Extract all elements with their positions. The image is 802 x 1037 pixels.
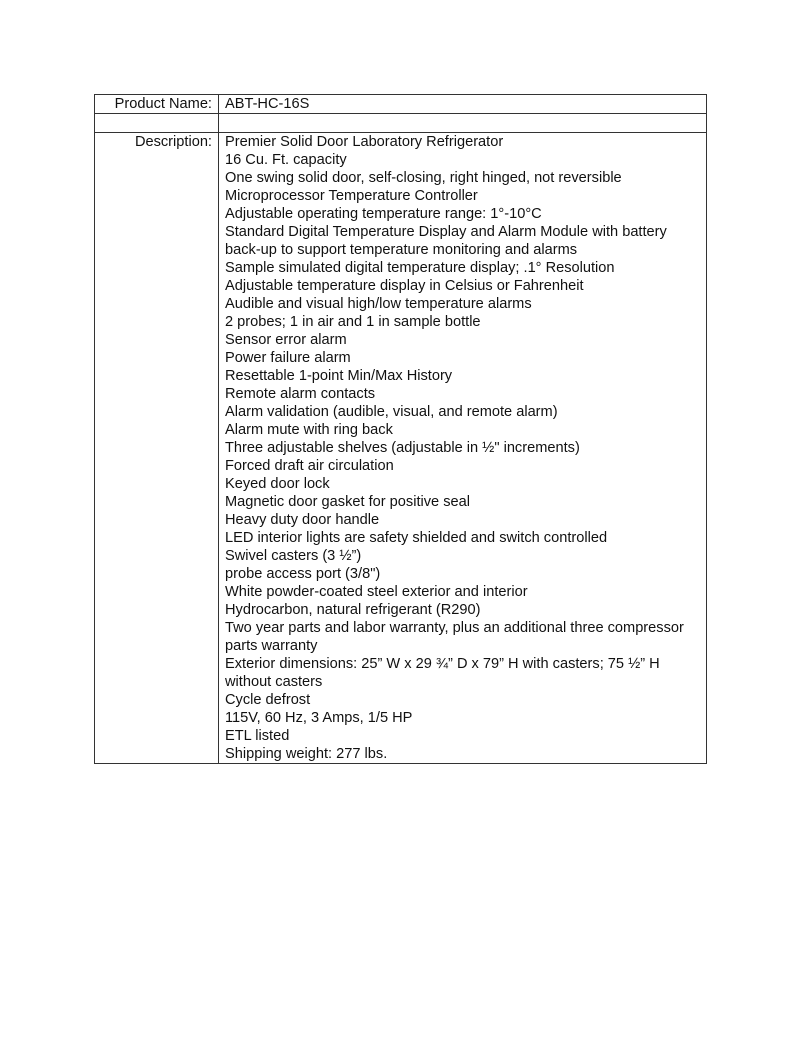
description-line: 115V, 60 Hz, 3 Amps, 1/5 HP [225, 710, 413, 726]
product-name-row [95, 95, 707, 114]
description-line: probe access port (3/8") [225, 566, 381, 582]
description-line: Heavy duty door handle [225, 512, 380, 528]
description-line: Power failure alarm [225, 350, 351, 366]
description-line: Audible and visual high/low temperature alarms [225, 296, 532, 312]
description-line: Magnetic door gasket for positive seal [225, 494, 470, 510]
description-line: ETL listed [225, 728, 290, 744]
description-line: Exterior dimensions: 25” W x 29 ¾” D x 79” H with casters; 75 ½” H without casters [225, 656, 660, 690]
description-line: 16 Cu. Ft. capacity [225, 152, 347, 168]
description-line: Shipping weight: 277 lbs. [225, 746, 388, 762]
description-line: Adjustable operating temperature range: 1°-10°C [225, 206, 542, 222]
description-line: 2 probes; 1 in air and 1 in sample bottle [225, 314, 481, 330]
description-line: Forced draft air circulation [225, 458, 394, 474]
description-line: One swing solid door, self-closing, right hinged, not reversible [225, 170, 622, 186]
description-list [219, 133, 707, 764]
description-line: Remote alarm contacts [225, 386, 376, 402]
description-line: Adjustable temperature display in Celsius or Fahrenheit [225, 278, 584, 294]
description-line: Microprocessor Temperature Controller [225, 188, 478, 204]
spacer-label-cell [95, 114, 219, 133]
description-line: Keyed door lock [225, 476, 330, 492]
description-line: Sample simulated digital temperature display; .1° Resolution [225, 260, 615, 276]
description-line: Two year parts and labor warranty, plus an additional three compressor parts warranty [225, 620, 684, 654]
spacer-value-cell [219, 114, 707, 133]
description-line: Swivel casters (3 ½”) [225, 548, 362, 564]
spacer-row [95, 114, 707, 133]
description-line: Hydrocarbon, natural refrigerant (R290) [225, 602, 481, 618]
description-line: White powder-coated steel exterior and interior [225, 584, 528, 600]
description-line: Cycle defrost [225, 692, 311, 708]
description-line: Alarm mute with ring back [225, 422, 393, 438]
description-label: Description: [95, 133, 219, 764]
description-line: Resettable 1-point Min/Max History [225, 368, 453, 384]
product-name-label: Product Name: [95, 95, 219, 114]
product-spec-table [94, 94, 707, 764]
description-line: Standard Digital Temperature Display and Alarm Module with battery back-up to support temperature monitoring and alarms [225, 224, 667, 258]
description-line: LED interior lights are safety shielded and switch controlled [225, 530, 608, 546]
product-name-value: ABT-HC-16S [219, 95, 707, 114]
description-row [95, 133, 707, 764]
description-line: Three adjustable shelves (adjustable in ½" increments) [225, 440, 580, 456]
description-line: Alarm validation (audible, visual, and remote alarm) [225, 404, 558, 420]
description-line: Sensor error alarm [225, 332, 347, 348]
description-line: Premier Solid Door Laboratory Refrigerator [225, 134, 504, 150]
